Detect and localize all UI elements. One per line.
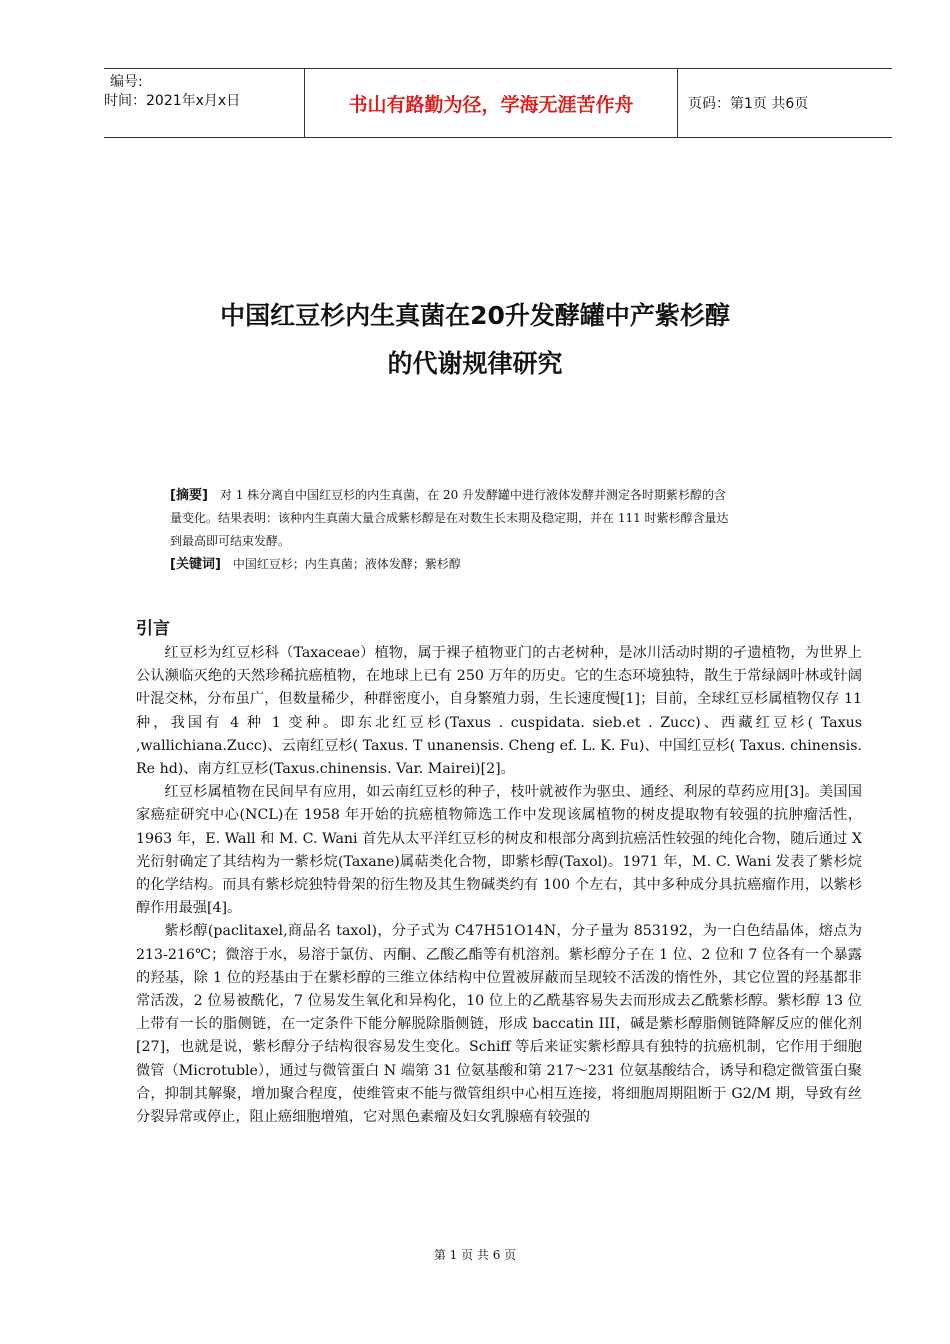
page-header: [104, 68, 892, 138]
intro-heading: 引言: [136, 619, 170, 639]
time-label: 时间：2021年x月x日: [104, 93, 241, 109]
paragraph-3: 紫杉醇(paclitaxel,商品名 taxol)，分子式为 C47H51O14N，分子量为 853192，为一白色结晶体，熔点为 213-216℃；微溶于水，易溶于氯仿、丙酮、乙酸乙酯等有机溶剂。紫杉醇分子在 1 位、2 位和 7 位各有一个暴露的羟基，除 1 位的羟基由于在紫杉醇的三维立体结构中位置被屏蔽而呈现较不活泼的惰性外，其它位置的羟基都非常活泼，2 位易被酰化，7 位易发生氧化和异构化，10 位上的乙酰基容易失去而形成去乙酰紫杉醇。紫杉醇 13 位上带有一长的脂侧链，在一定条件下能分解脱除脂侧链，形成 baccatin III，碱是紫杉醇脂侧链降解反应的催化剂[27]，也就是说，紫杉醇分子结构很容易发生变化。Schiff 等后来证实紫杉醇具有独特的抗癌机制，它作用于细胞微管（Microtuble），通过与微管蛋白 N 端第 31 位氨基酸和第 217～231 位氨基酸结合，诱导和稳定微管蛋白聚合，抑制其解聚，增加聚合程度，使维管束不能与微管组织中心相互连接，将细胞周期阻断于 G2/M 期，导致有丝分裂异常或停止，阻止癌细胞增殖，它对黑色素瘤及妇女乳腺癌有较强的: [136, 923, 862, 1126]
abstract-text-1: 对 1 株分离自中国红豆杉的内生真菌，在 20 升发酵罐中进行液体发酵并测定各时期紫杉醇的含: [219, 488, 727, 502]
page-footer: 第 1 页 共 6 页: [433, 1248, 517, 1262]
paragraph-2: 红豆杉属植物在民间早有应用，如云南红豆杉的种子，枝叶就被作为驱虫、通经、利尿的草药应用[3]。美国国家癌症研究中心(NCL)在 1958 年开始的抗癌植物筛选工作中发现该属植物的树皮提取物有较强的抗肿瘤活性，1963 年，E. Wall 和 M. C. Wani 首先从太平洋红豆杉的树皮和根部分离到抗癌活性较强的纯化合物，随后通过 X 光衍射确定了其结构为一紫杉烷(Taxane)属萜类化合物，即紫杉醇(Taxol)。1971 年，M. C. Wani 发表了紫杉烷的化学结构。而具有紫杉烷独特骨架的衍生物及其生物碱类约有 100 个左右，其中多种成分具抗癌瘤作用，以紫杉醇作用最强[4]。: [136, 784, 862, 917]
header-motto: 书山有路勤为径，学海无涯苦作舟: [305, 69, 678, 137]
abstract-block: [170, 484, 830, 576]
body-text: [136, 642, 862, 1129]
title-line-1: 中国红豆杉内生真菌在20升发酵罐中产紫杉醇: [220, 301, 730, 330]
keywords-text: 中国红豆杉；内生真菌；液体发酵；紫杉醇: [232, 557, 461, 571]
abstract-line-3: 到最高即可结束发酵。: [170, 534, 291, 548]
keywords-label: [关键词]: [170, 557, 221, 572]
header-meta: [104, 69, 305, 137]
abstract-label: [摘要]: [170, 488, 208, 503]
abstract-line-1: [170, 484, 830, 507]
abstract-line-2: 量变化。结果表明：该种内生真菌大量合成紫杉醇是在对数生长末期及稳定期，并在 111 时紫杉醇含量达: [170, 511, 729, 525]
number-label: 编号:: [110, 74, 143, 90]
keywords-line: [170, 553, 830, 576]
paragraph-1: 红豆杉为红豆杉科（Taxaceae）植物，属于裸子植物亚门的古老树种，是冰川活动时期的孑遗植物，为世界上公认濒临灭绝的天然珍稀抗癌植物，在地球上已有 250 万年的历史。它的生态环境独特，散生于常绿阔叶林或针阔叶混交林，分布虽广，但数量稀少，种群密度小，自身繁殖力弱，生长速度慢[1]；目前，全球红豆杉属植物仅存 11 种，我国有 4 种 1 变种。即东北红豆杉(Taxus . cuspidata. sieb.et . Zucc)、西藏红豆杉( Taxus ,wallichiana.Zucc)、云南红豆杉( Taxus. T unanensis. Cheng ef. L. K. Fu)、中国红豆杉( Taxus. chinensis. Re hd)、南方红豆杉(Taxus.chinensis. Var. Mairei)[2]。: [136, 645, 862, 778]
title-line-2: 的代谢规律研究: [387, 349, 563, 378]
header-page-info: 页码：第1页 共6页: [688, 96, 809, 112]
